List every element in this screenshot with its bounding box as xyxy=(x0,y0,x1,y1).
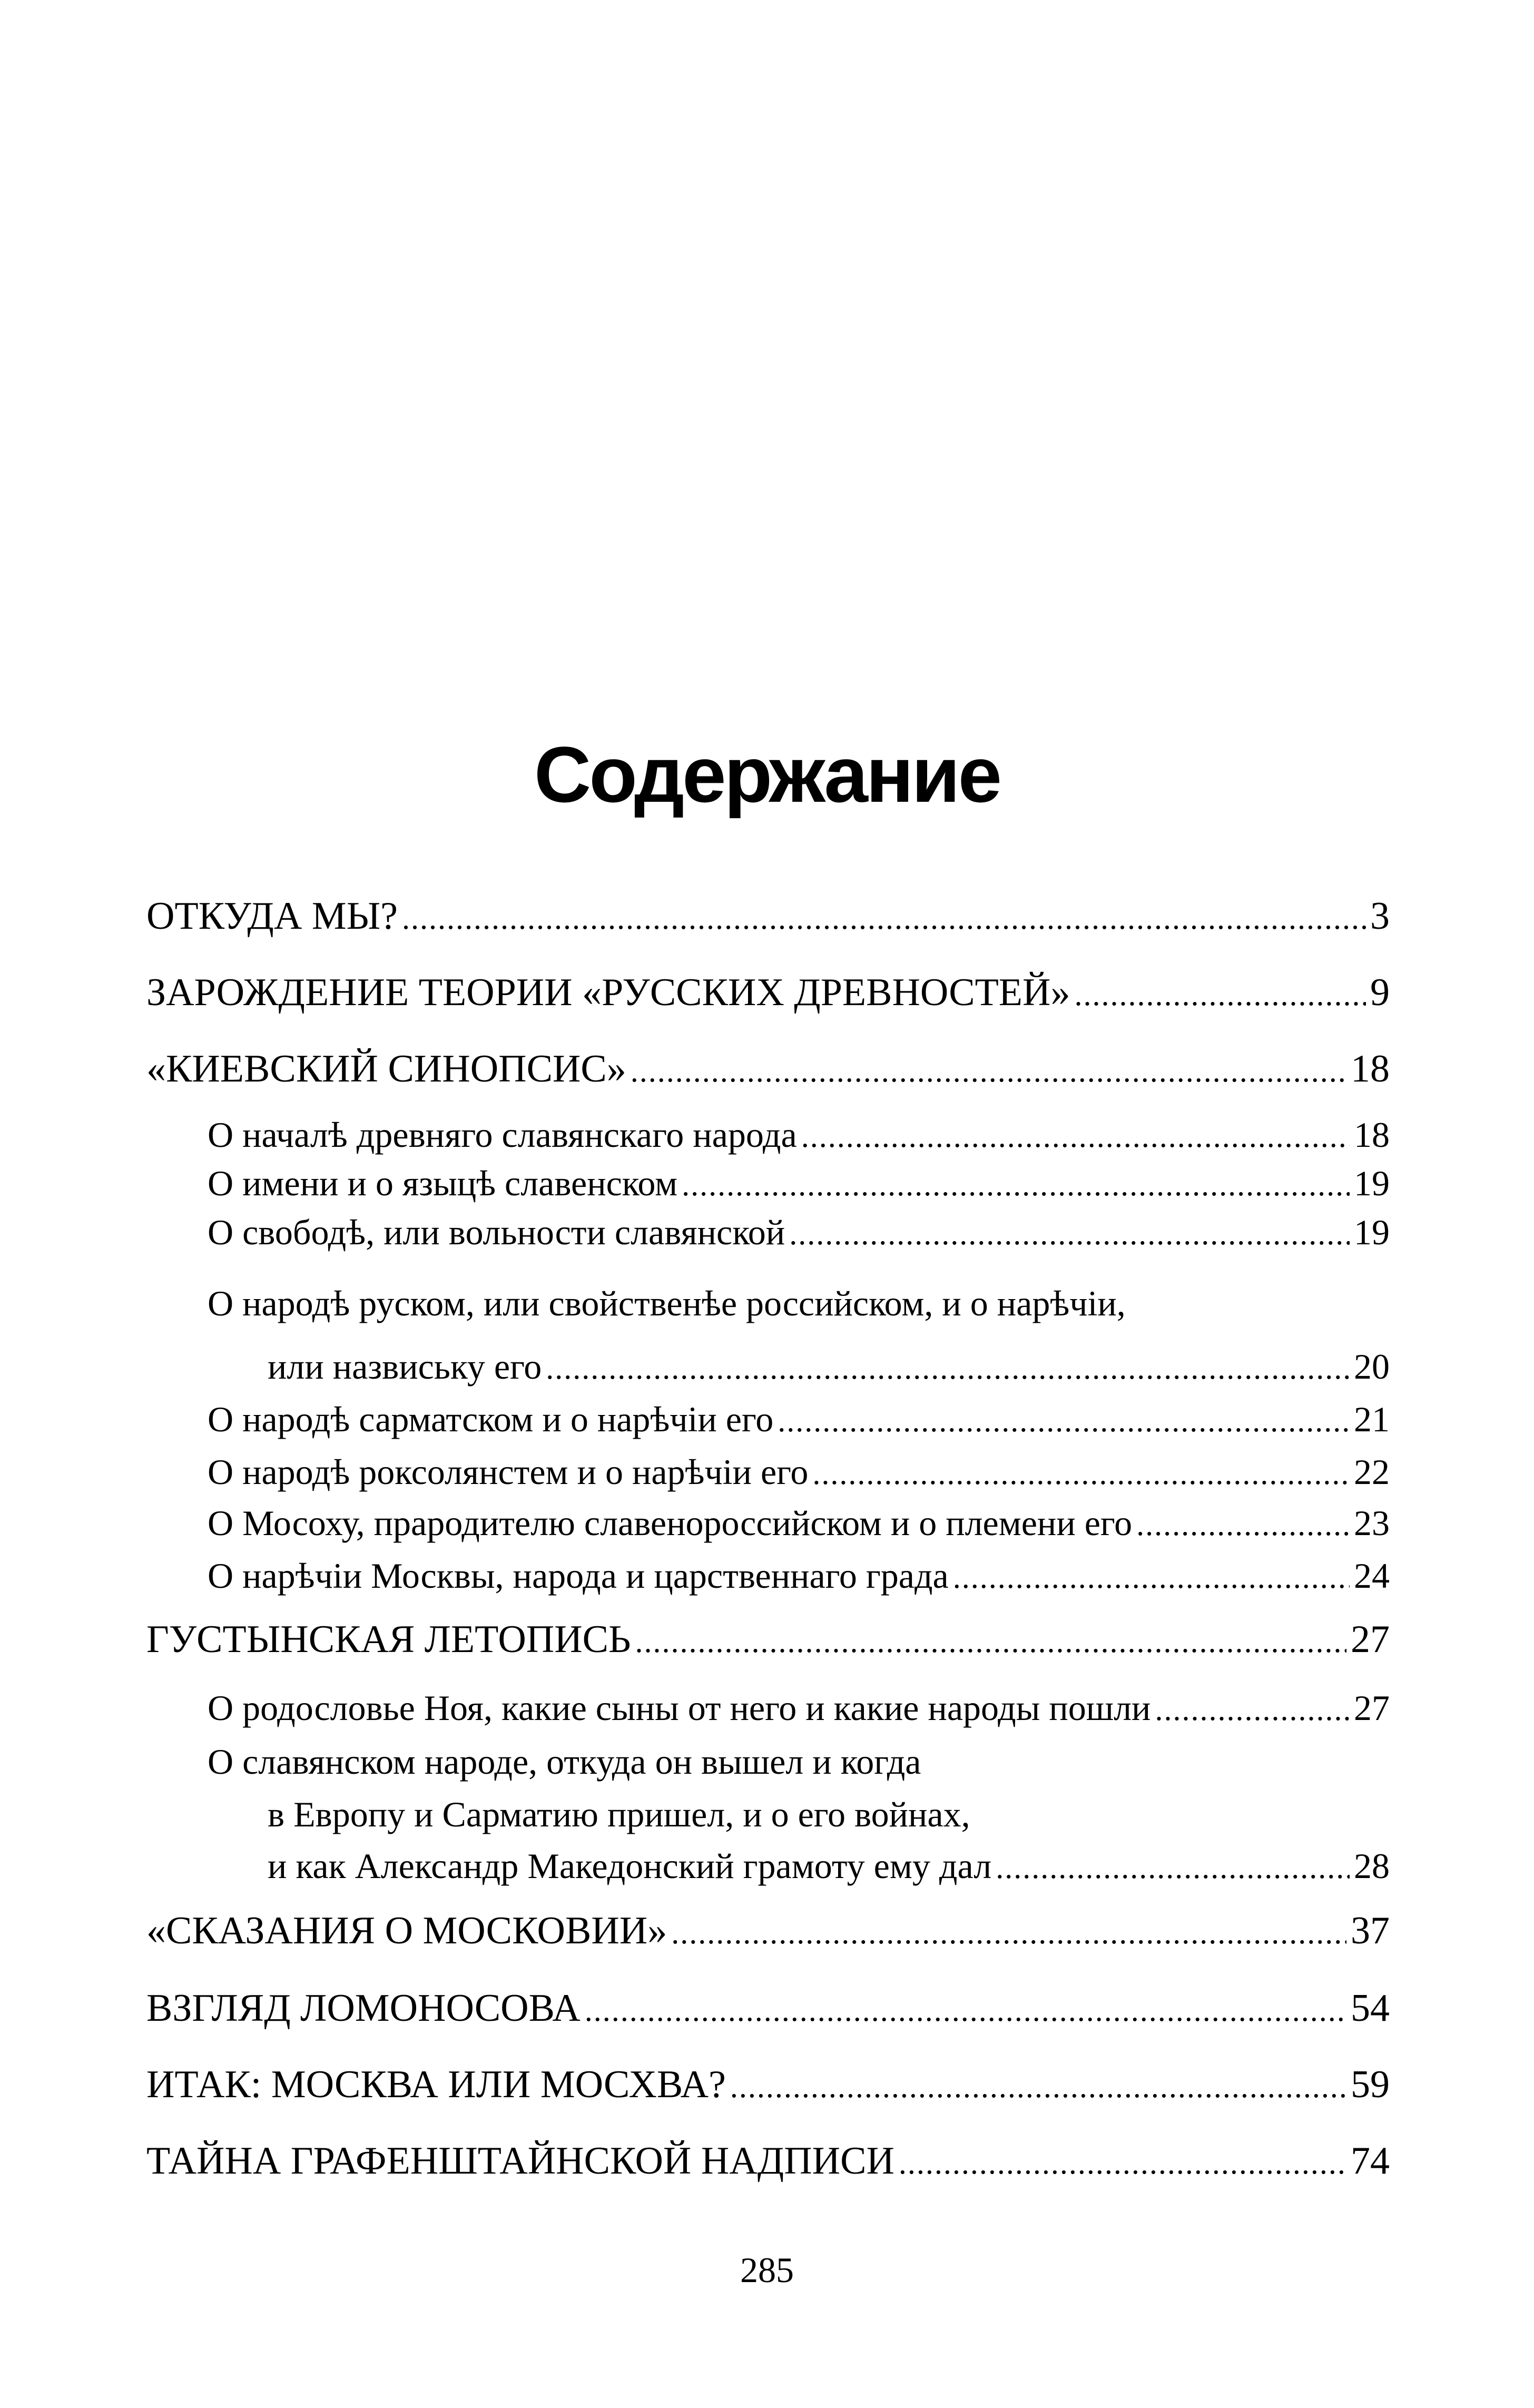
toc-entry-page: 3 xyxy=(1370,895,1390,938)
dot-leader xyxy=(585,1994,1346,2026)
page-title: Содержание xyxy=(534,730,1000,819)
dot-leader xyxy=(778,1405,1350,1437)
dot-leader xyxy=(1136,1509,1350,1540)
toc-entry[interactable] xyxy=(146,1049,1390,1088)
toc-subentry[interactable] xyxy=(208,1505,1390,1541)
toc-entry-page: 9 xyxy=(1370,971,1390,1014)
toc-entry-page: 28 xyxy=(1354,1846,1390,1886)
dot-leader xyxy=(635,1626,1346,1657)
toc-entry-title: О имени и о языцѣ славенском xyxy=(208,1163,678,1203)
dot-leader xyxy=(801,1121,1350,1152)
toc-entry-page: 19 xyxy=(1354,1163,1390,1203)
toc-entry-page: 21 xyxy=(1354,1399,1390,1439)
page-number: 285 xyxy=(740,2250,794,2290)
toc-subentry-continuation-line: в Европу и Сарматию пришел, и о его войнах, xyxy=(268,1794,970,1834)
toc-entry[interactable] xyxy=(146,1989,1390,2028)
dot-leader xyxy=(1155,1694,1350,1725)
dot-leader xyxy=(789,1218,1350,1250)
toc-entry-title: О началѣ древняго славянскаго народа xyxy=(208,1115,797,1155)
dot-leader xyxy=(996,1852,1350,1883)
toc-entry-page: 20 xyxy=(1354,1346,1390,1387)
toc-entry-title: ОТКУДА МЫ? xyxy=(146,895,398,938)
toc-subentry-first-line[interactable]: О народѣ руском, или свойственѣе российском, и о нарѣчіи, xyxy=(208,1283,1126,1323)
toc-subentry-first-line[interactable]: О славянском народе, откуда он вышел и когда xyxy=(208,1742,921,1782)
toc-entry[interactable] xyxy=(146,2139,1390,2183)
dot-leader xyxy=(671,1917,1346,1949)
toc-entry[interactable] xyxy=(146,2065,1390,2104)
toc-entry-page: 74 xyxy=(1351,2139,1390,2183)
toc-entry-title: «СКАЗАНИЯ О МОСКОВИИ» xyxy=(146,1909,667,1952)
toc-entry-title: О свободѣ, или вольности славянской xyxy=(208,1212,785,1252)
toc-entry-title: О народѣ сарматском и о нарѣчіи его xyxy=(208,1399,774,1439)
toc-entry-title: «КИЕВСКИЙ СИНОПСИС» xyxy=(146,1047,626,1090)
toc-subentry[interactable] xyxy=(208,1165,1390,1201)
toc-entry-title: О Мосоху, прародителю славенороссийском и о племени его xyxy=(208,1503,1133,1543)
toc-subentry-continuation[interactable] xyxy=(268,1848,1390,1884)
toc-entry-page: 22 xyxy=(1354,1452,1390,1492)
toc-subentry-continuation[interactable] xyxy=(268,1346,1390,1387)
toc-entry-title: и как Александр Македонский грамоту ему дал xyxy=(268,1846,992,1886)
dot-leader xyxy=(812,1458,1350,1489)
toc-subentry[interactable] xyxy=(208,1117,1390,1153)
dot-leader xyxy=(682,1169,1350,1201)
dot-leader xyxy=(953,1561,1350,1593)
toc-subentry[interactable] xyxy=(208,1401,1390,1437)
toc-subentry[interactable] xyxy=(208,1558,1390,1594)
toc-entry-page: 54 xyxy=(1351,1987,1390,2030)
toc-entry[interactable] xyxy=(146,897,1390,936)
toc-entry-page: 59 xyxy=(1351,2063,1390,2106)
dot-leader xyxy=(730,2071,1346,2102)
toc-entry[interactable] xyxy=(146,1620,1390,1659)
toc-entry-page: 23 xyxy=(1354,1503,1390,1543)
toc-subentry[interactable] xyxy=(208,1690,1390,1726)
dot-leader xyxy=(1074,979,1366,1010)
dot-leader xyxy=(402,902,1366,934)
toc-entry-title: ИТАК: МОСКВА ИЛИ МОСХВА? xyxy=(146,2063,726,2106)
toc-entry[interactable] xyxy=(146,973,1390,1012)
toc-entry-title: ТАЙНА ГРАФЕНШТАЙНСКОЙ НАДПИСИ xyxy=(146,2139,894,2183)
dot-leader xyxy=(899,2147,1346,2179)
toc-entry-page: 19 xyxy=(1354,1212,1390,1252)
toc-entry[interactable] xyxy=(146,1911,1390,1950)
toc-entry-page: 24 xyxy=(1354,1556,1390,1596)
toc-entry-page: 27 xyxy=(1351,1618,1390,1661)
dot-leader xyxy=(631,1055,1346,1087)
toc-entry-title: О родословье Ноя, какие сыны от него и какие народы пошли xyxy=(208,1688,1151,1728)
toc-entry-page: 18 xyxy=(1351,1047,1390,1090)
toc-subentry[interactable] xyxy=(208,1454,1390,1490)
toc-entry-title: О нарѣчіи Москвы, народа и царственнаго града xyxy=(208,1556,949,1596)
toc-subentry[interactable] xyxy=(208,1214,1390,1250)
toc-entry-page: 37 xyxy=(1351,1909,1390,1952)
toc-entry-title: ВЗГЛЯД ЛОМОНОСОВА xyxy=(146,1987,581,2030)
toc-entry-title: ЗАРОЖДЕНИЕ ТЕОРИИ «РУССКИХ ДРЕВНОСТЕЙ» xyxy=(146,971,1070,1014)
toc-entry-page: 18 xyxy=(1354,1115,1390,1155)
toc-entry-title: или назвиську его xyxy=(268,1346,542,1387)
toc-entry-title: ГУСТЫНСКАЯ ЛЕТОПИСЬ xyxy=(146,1618,631,1661)
dot-leader xyxy=(546,1352,1350,1384)
toc-entry-page: 27 xyxy=(1354,1688,1390,1728)
toc-entry-title: О народѣ роксолянстем и о нарѣчіи его xyxy=(208,1452,809,1492)
